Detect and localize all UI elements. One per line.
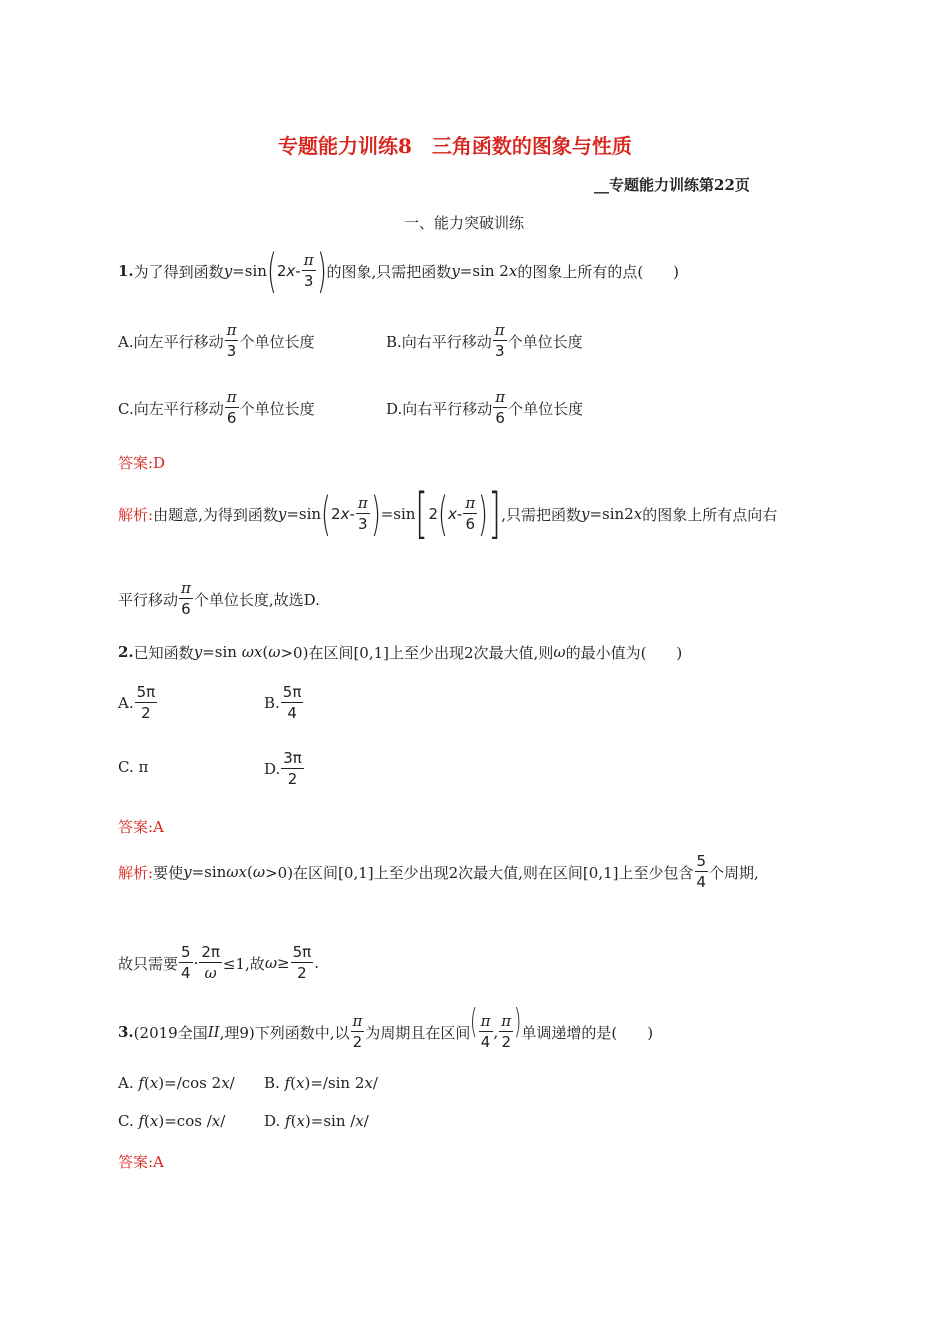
question-text: 的图象,只需把函数	[326, 262, 452, 281]
ge: ≥	[277, 954, 290, 972]
paren: )	[158, 1074, 165, 1092]
numerator: π	[303, 251, 314, 269]
option-d[interactable]	[386, 385, 583, 431]
coef: 2	[428, 505, 439, 523]
analysis-1	[118, 482, 778, 545]
fraction	[499, 1014, 513, 1050]
option-label: C.向左平行移动	[118, 399, 224, 418]
omega: ω	[241, 643, 254, 661]
question-text: ,理9)下列函数中,以	[219, 1023, 350, 1042]
roman-numeral: II	[207, 1023, 220, 1041]
denominator: 2	[352, 1033, 363, 1051]
var-x: x	[253, 643, 263, 661]
fraction-pi-3	[302, 253, 316, 289]
question-text: 的图象上所有的点( )	[517, 262, 680, 281]
var-y: y	[580, 505, 590, 523]
func-f: f	[138, 1112, 145, 1130]
option-label: C.	[118, 1112, 139, 1130]
question-number: 3.	[118, 1023, 134, 1041]
var-x: x	[238, 863, 247, 881]
var-y: y	[223, 262, 233, 280]
numerator: π	[501, 1012, 512, 1030]
var-x: x	[211, 1112, 221, 1130]
option-text: /	[372, 1074, 378, 1092]
denominator: 4	[696, 873, 707, 891]
eq: =sin	[202, 643, 237, 661]
var-x: x	[633, 505, 643, 523]
fraction	[225, 390, 239, 426]
question-text: >0)在区间[0,1]上至少出现2次最大值,则	[280, 643, 554, 662]
fraction	[179, 945, 193, 981]
left-paren: (	[266, 244, 277, 298]
denominator: 2	[287, 770, 298, 788]
option-label: A.	[118, 694, 134, 712]
right-paren: )	[316, 244, 327, 298]
fraction	[493, 390, 507, 426]
comma: ,	[493, 1023, 499, 1041]
question-text: 已知函数	[133, 643, 194, 662]
answer-1: 答案:D	[118, 454, 166, 472]
var-x: x	[149, 1112, 159, 1130]
analysis-label: 解析:	[118, 863, 154, 882]
denominator: 4	[181, 964, 191, 982]
option-label: B.向右平行移动	[386, 332, 492, 351]
var-x: x	[296, 1112, 305, 1130]
numerator: π	[480, 1012, 491, 1030]
option-d[interactable]	[264, 746, 305, 792]
page-subtitle: __专题能力训练第22页	[594, 176, 750, 194]
func-f: f	[285, 1112, 291, 1130]
eq: =sin2	[589, 505, 634, 523]
fraction	[225, 323, 239, 359]
analysis-text: ≤1,故	[222, 954, 265, 973]
fraction	[695, 854, 709, 890]
right-paren: )	[478, 487, 489, 541]
option-d[interactable]	[264, 1112, 369, 1130]
fraction	[135, 685, 158, 721]
fraction	[281, 751, 304, 787]
analysis-text: 由题意,为得到函数	[153, 505, 278, 524]
denominator: 3	[358, 515, 368, 533]
var-y: y	[183, 863, 192, 881]
right-bracket: ]	[488, 482, 501, 545]
fraction	[281, 685, 304, 721]
fraction	[479, 1014, 493, 1050]
numerator: π	[226, 388, 237, 406]
numerator: 5π	[136, 683, 156, 701]
option-text: /	[220, 1112, 226, 1130]
var-y: y	[451, 262, 460, 280]
section-heading: 一、能力突破训练	[404, 214, 525, 232]
denominator: 4	[287, 704, 297, 722]
option-text: =cos /	[164, 1112, 212, 1130]
denominator: 6	[495, 409, 505, 427]
option-label: D.向右平行移动	[386, 399, 493, 418]
numerator: π	[465, 494, 476, 512]
question-text: (2019全国	[133, 1023, 208, 1042]
page-title: 专题能力训练8 三角函数的图象与性质	[278, 134, 632, 158]
coef: 2	[331, 505, 341, 523]
denominator: ω	[204, 964, 217, 982]
question-text: 为了得到函数	[133, 262, 224, 281]
denominator: 6	[226, 409, 237, 427]
fraction	[179, 581, 193, 617]
analysis-text: 故只需要	[118, 954, 179, 973]
option-text: 个单位长度	[239, 332, 315, 351]
question-number: 1.	[118, 262, 134, 280]
denominator: 2	[297, 964, 307, 982]
numerator: π	[494, 321, 505, 339]
option-text: =sin /	[310, 1112, 356, 1130]
numerator: 5	[181, 943, 191, 961]
omega: ω	[268, 643, 281, 661]
option-a[interactable]	[118, 680, 158, 726]
question-2	[118, 640, 682, 664]
eq: =sin	[232, 262, 267, 280]
paren: (	[247, 863, 253, 881]
numerator: 5π	[292, 943, 312, 961]
option-label: B.	[264, 694, 280, 712]
option-label: D.	[264, 760, 281, 778]
question-text: 单调递增的是( )	[521, 1023, 654, 1042]
option-text: =/sin 2	[310, 1074, 365, 1092]
denominator: 4	[480, 1033, 491, 1051]
option-label: B.	[264, 1074, 285, 1092]
answer-3: 答案:A	[118, 1153, 164, 1171]
option-label: D.	[264, 1112, 286, 1130]
eq: =sin	[191, 863, 227, 881]
paren: )	[304, 1074, 311, 1092]
option-label: A.向左平行移动	[118, 332, 224, 351]
var-y: y	[277, 505, 287, 523]
fraction	[351, 1014, 365, 1050]
left-paren: (	[470, 1002, 478, 1042]
option-c[interactable]	[118, 1112, 225, 1130]
denominator: 2	[501, 1033, 511, 1051]
denominator: 6	[465, 515, 476, 533]
analysis-2	[118, 848, 759, 896]
var-x: x	[355, 1112, 364, 1130]
var-x: x	[295, 1074, 305, 1092]
var-x: x	[286, 262, 296, 280]
minus: -	[456, 505, 463, 523]
paren: (	[143, 1074, 150, 1092]
option-text: 个单位长度	[507, 332, 583, 351]
option-text: 个单位长度	[239, 399, 315, 418]
numerator: π	[181, 579, 191, 597]
var-x: x	[149, 1074, 159, 1092]
numerator: 5π	[282, 683, 302, 701]
var-x: x	[364, 1074, 373, 1092]
fraction	[356, 496, 370, 532]
coef: 2	[276, 262, 287, 280]
left-paren: (	[321, 487, 331, 541]
omega: ω	[226, 863, 239, 881]
option-text: =/cos 2	[164, 1074, 222, 1092]
dot: ·	[193, 954, 199, 972]
omega: ω	[264, 954, 278, 972]
option-b[interactable]	[264, 1074, 378, 1092]
var-x: x	[508, 262, 518, 280]
func-f: f	[284, 1074, 291, 1092]
option-label: A.	[118, 1074, 139, 1092]
option-text: /	[229, 1074, 235, 1092]
answer-2: 答案:A	[118, 818, 164, 836]
minus: -	[295, 262, 301, 280]
analysis-label: 解析:	[118, 505, 154, 524]
paren: (	[262, 643, 269, 661]
omega: ω	[553, 643, 566, 661]
func-f: f	[138, 1074, 144, 1092]
analysis-text: 平行移动	[118, 590, 179, 609]
question-text: 为周期且在区间	[365, 1023, 471, 1042]
paren: )	[158, 1112, 165, 1130]
left-paren: (	[438, 487, 448, 541]
var-y: y	[193, 643, 203, 661]
numerator: π	[352, 1012, 363, 1030]
period: .	[314, 954, 319, 972]
option-text: 个单位长度	[508, 399, 584, 418]
numerator: π	[226, 321, 237, 339]
option-b[interactable]	[386, 318, 583, 364]
analysis-text: >0)在区间[0,1]上至少出现2次最大值,则在区间[0,1]上至少包含	[265, 863, 694, 882]
analysis-text: 的图象上所有点向右	[642, 505, 778, 524]
option-a[interactable]	[118, 318, 314, 364]
var-x: x	[221, 1074, 230, 1092]
numerator: 2π	[201, 943, 220, 961]
analysis-1-line2	[118, 576, 320, 622]
fraction	[291, 945, 314, 981]
numerator: π	[357, 494, 368, 512]
option-a[interactable]	[118, 1074, 235, 1092]
numerator: π	[495, 388, 506, 406]
option-text: /	[363, 1112, 369, 1130]
option-c[interactable]: C. π	[118, 758, 149, 776]
var-x: x	[448, 505, 457, 523]
paren: )	[304, 1112, 311, 1130]
right-paren: )	[514, 1002, 522, 1042]
denominator: 3	[226, 342, 237, 360]
eq: =sin 2	[459, 262, 509, 280]
numerator: 5	[696, 852, 707, 870]
analysis-text: 要使	[153, 863, 184, 882]
paren: (	[290, 1112, 297, 1130]
fraction	[463, 496, 477, 532]
analysis-text: ,只需把函数	[501, 505, 581, 524]
omega: ω	[252, 863, 266, 881]
analysis-2-line2	[118, 940, 319, 986]
option-c[interactable]	[118, 385, 315, 431]
numerator: 3π	[283, 749, 302, 767]
paren: (	[144, 1112, 150, 1130]
question-text: 的最小值为( )	[565, 643, 683, 662]
eq: =sin	[380, 505, 416, 523]
question-1	[118, 246, 679, 296]
analysis-text: 个单位长度,故选D.	[193, 590, 320, 609]
denominator: 2	[141, 704, 151, 722]
minus: -	[349, 505, 355, 523]
paren: (	[290, 1074, 296, 1092]
var-x: x	[340, 505, 350, 523]
fraction	[493, 323, 507, 359]
fraction	[199, 945, 222, 981]
question-number: 2.	[118, 643, 134, 661]
analysis-text: 个周期,	[709, 863, 759, 882]
option-b[interactable]	[264, 680, 304, 726]
eq: =sin	[286, 505, 322, 523]
question-3	[118, 1002, 654, 1056]
denominator: 3	[303, 272, 314, 290]
denominator: 3	[494, 342, 505, 360]
denominator: 6	[181, 600, 191, 618]
right-paren: )	[370, 487, 381, 541]
left-bracket: [	[415, 482, 429, 545]
